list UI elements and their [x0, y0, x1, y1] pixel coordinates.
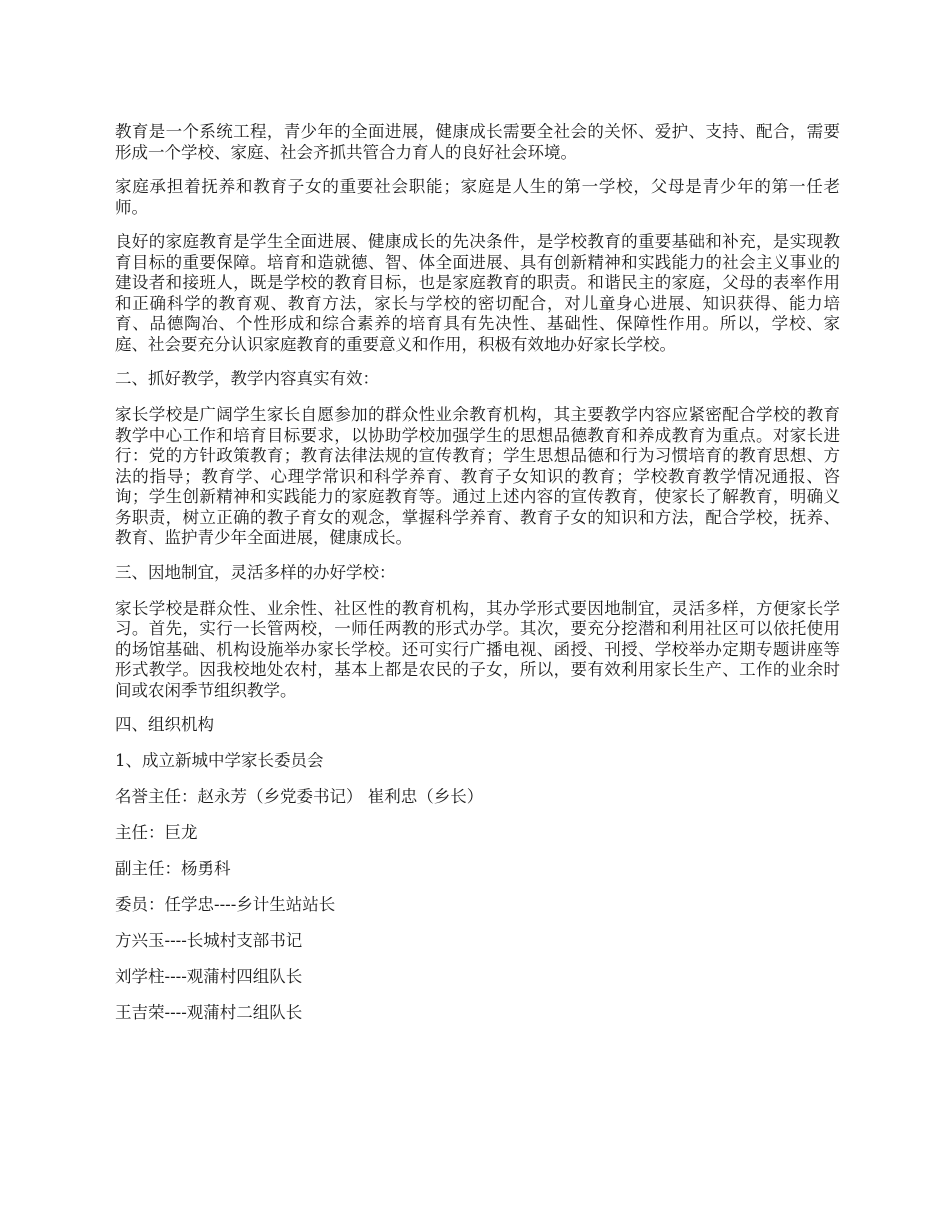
- section-heading-organization: 四、组织机构: [115, 715, 214, 734]
- section-heading-teaching: 二、抓好教学，教学内容真实有效：: [115, 369, 379, 388]
- list-item-deputy-director: 副主任：杨勇科: [115, 859, 231, 878]
- list-item-director: 主任：巨龙: [115, 823, 198, 842]
- paragraph-teaching-content: 家长学校是广阔学生家长自愿参加的群众性业余教育机构，其主要教学内容应紧密配合学校的教育教学中心工作和培育目标要求，以协助学校加强学生的思想品德教育和养成教育为重点。对家长进行：党的方针政策教育；教育法律法规的宣传教育；学生思想品德和行为习惯培育的教育思想、方法的指导；教育学、心理学常识和科学养育、教育子女知识的教育；学校教育教学情况通报、咨询；学生创新精神和实践能力的家庭教育等。通过上述内容的宣传教育，使家长了解教育，明确义务职责，树立正确的教子育女的观念，掌握科学养育、教育子女的知识和方法，配合学校，抚养、教育、监护青少年全面进展，健康成长。: [115, 405, 840, 547]
- document-page: [115, 122, 840, 1039]
- paragraph-school-forms: 家长学校是群众性、业余性、社区性的教育机构，其办学形式要因地制宜，灵活多样，方便家长学习。首先，实行一长管两校，一师任两教的形式办学。其次，要充分挖潜和利用社区可以依托使用的场馆基础、机构设施举办家长学校。还可实行广播电视、函授、刊授、学校举办定期专题讲座等形式教学。因我校地处农村，基本上都是农民的子女，所以，要有效利用家长生产、工作的业余时间或农闲季节组织教学。: [115, 598, 840, 700]
- section-heading-school-forms: 三、因地制宜，灵活多样的办好学校：: [115, 562, 396, 582]
- list-item-member-1: 委员：任学忠----乡计生站站长: [115, 895, 336, 914]
- list-item-member-4: 王吉荣----观蒲村二组队长: [115, 1003, 303, 1022]
- list-item-member-3: 刘学柱----观蒲村四组队长: [115, 967, 303, 986]
- list-item-member-2: 方兴玉----长城村支部书记: [115, 931, 303, 950]
- paragraph-intro: 教育是一个系统工程，青少年的全面进展，健康成长需要全社会的关怀、爱护、支持、配合，需要形成一个学校、家庭、社会齐抓共管合力育人的良好社会环境。: [115, 122, 840, 162]
- list-item-honorary-director: 名誉主任：赵永芳（乡党委书记） 崔利忠（乡长）: [115, 787, 484, 806]
- paragraph-family-education: 良好的家庭教育是学生全面进展、健康成长的先决条件，是学校教育的重要基础和补充，是实现教育目标的重要保障。培育和造就德、智、体全面进展、具有创新精神和实践能力的社会主义事业的建设者和接班人，既是学校的教育目标，也是家庭教育的职责。和谐民主的家庭，父母的表率作用和正确科学的教育观、教育方法，家长与学校的密切配合，对儿童身心进展、知识获得、能力培育、品德陶冶、个性形成和综合素养的培育具有先决性、基础性、保障性作用。所以，学校、家庭、社会要充分认识家庭教育的重要意义和作用，积极有效地办好家长学校。: [115, 232, 840, 354]
- list-item-committee: 1、成立新城中学家长委员会: [115, 751, 324, 770]
- paragraph-family-role: 家庭承担着抚养和教育子女的重要社会职能；家庭是人生的第一学校，父母是青少年的第一任老师。: [115, 177, 840, 217]
